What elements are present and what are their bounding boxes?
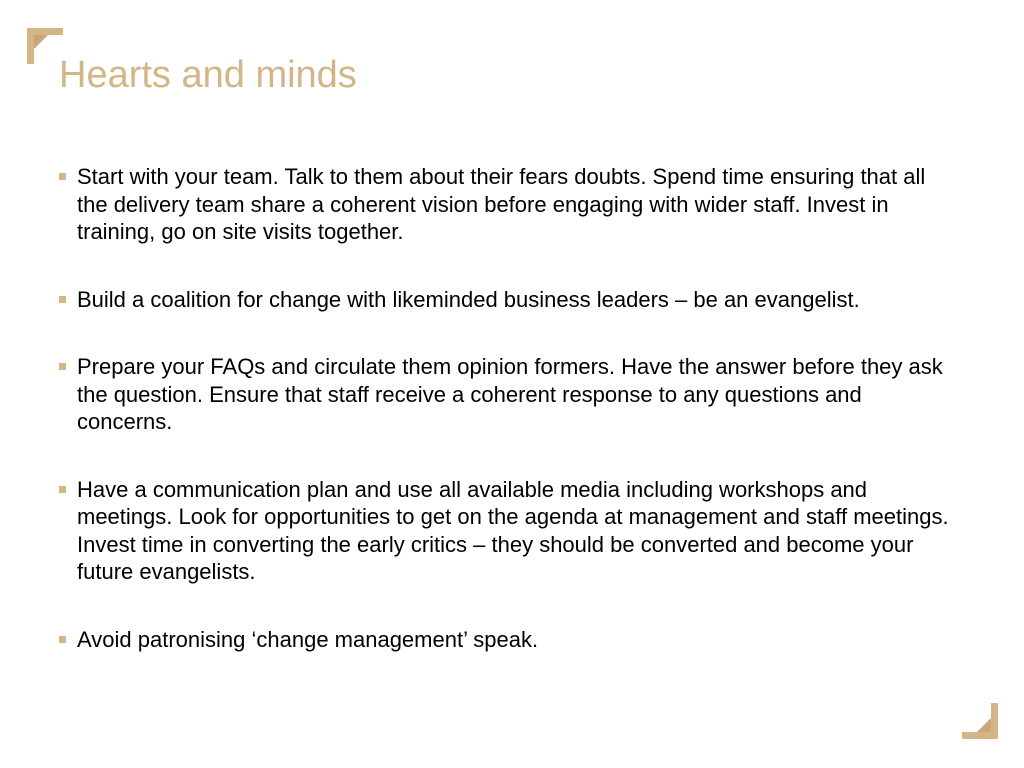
bullet-item [58,476,958,586]
corner-bracket-bottom-right-icon [962,703,998,739]
bullet-item [58,163,958,246]
square-bullet-icon [59,486,66,493]
bullet-item [58,353,958,436]
slide-title: Hearts and minds [59,54,357,96]
bullet-item [58,626,958,654]
bullet-text: Start with your team. Talk to them about their fears doubts. Spend time ensuring that all the delivery team share a coherent vision before engaging with wider staff. Invest in training, go on site visits together. [77,164,926,244]
bullet-text: Build a coalition for change with likeminded business leaders – be an evangelist. [77,286,860,312]
bullet-text: Prepare your FAQs and circulate them opinion formers. Have the answer before they ask the question. Ensure that staff receive a coherent response to any questions and concerns. [77,354,943,434]
square-bullet-icon [59,636,66,643]
bullet-list [58,163,958,653]
bullet-text: Avoid patronising ‘change management’ speak. [77,626,539,652]
square-bullet-icon [59,296,66,303]
corner-bracket-top-left-icon [27,28,63,64]
square-bullet-icon [59,363,66,370]
square-bullet-icon [59,173,66,180]
bullet-item [58,286,958,314]
bullet-text: Have a communication plan and use all available media including workshops and meetings. Look for opportunities to get on the agenda at management and staff meetings. Invest time in converting the early critics – they should be converted and become your future evangelists. [77,476,949,584]
